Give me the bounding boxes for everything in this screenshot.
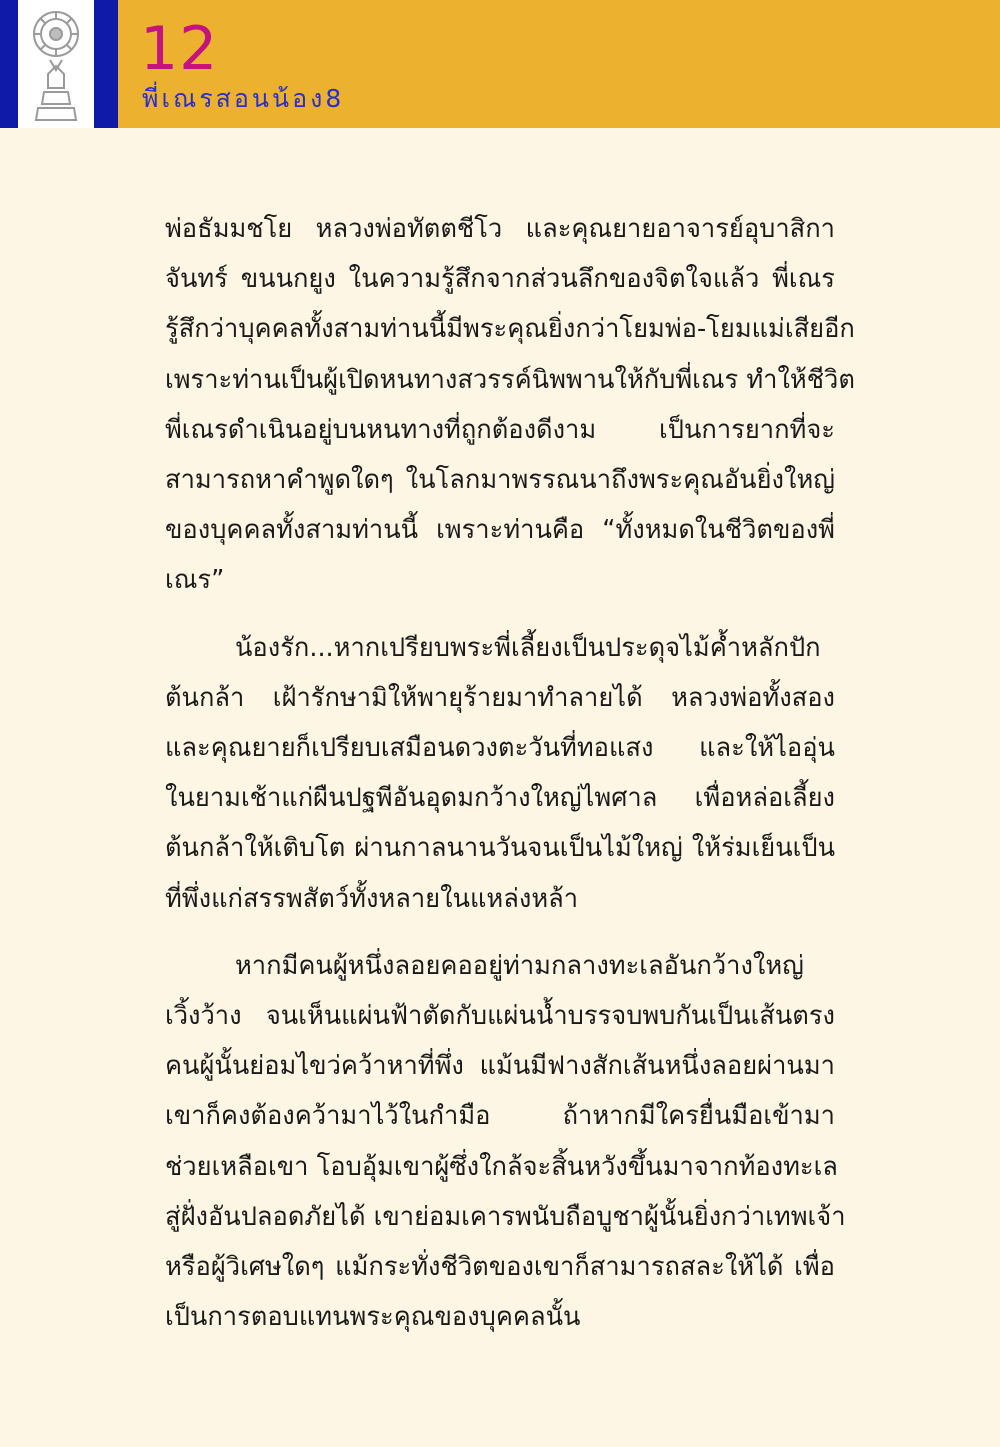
text-line: หรือผู้วิเศษใดๆ แม้กระทั่งชีวิตของเขาก็สามารถสละให้ได้ เพื่อ (165, 1252, 835, 1283)
text-line: เป็นการตอบแทนพระคุณของบุคคลนั้น (165, 1302, 581, 1333)
paragraph-2 (165, 623, 835, 924)
paragraph-3 (165, 941, 846, 1343)
text-line: ที่พึ่งแก่สรรพสัตว์ทั้งหลายในแหล่งหล้า (165, 883, 579, 914)
page-number: 12 (140, 14, 219, 84)
header-right-stripe (94, 0, 118, 128)
header-left-stripe (0, 0, 18, 128)
paragraph-1 (165, 204, 855, 606)
main-text (165, 204, 855, 1342)
text-line: น้องรัก...หากเปรียบพระพี่เลี้ยงเป็นประดุจไม้ค้ำหลักปัก (235, 632, 821, 663)
temple-emblem-icon (22, 4, 90, 126)
text-line: จันทร์ ขนนกยูง ในความรู้สึกจากส่วนลึกของจิตใจแล้ว พี่เณร (165, 264, 835, 295)
text-line: พี่เณรดำเนินอยู่บนหนทางที่ถูกต้องดีงาม เป็นการยากที่จะ (165, 414, 835, 445)
text-line: สามารถหาคำพูดใดๆ ในโลกมาพรรณนาถึงพระคุณอันยิ่งใหญ่ (165, 465, 835, 496)
text-line: รู้สึกว่าบุคคลทั้งสามท่านนี้มีพระคุณยิ่งกว่าโยมพ่อ-โยมแม่เสียอีก (165, 314, 855, 345)
text-line: เวิ้งว้าง จนเห็นแผ่นฟ้าตัดกับแผ่นน้ำบรรจบพบกันเป็นเส้นตรง (165, 1001, 835, 1032)
text-line: พ่อธัมมชโย หลวงพ่อทัตตชีโว และคุณยายอาจารย์อุบาสิกา (165, 214, 835, 244)
text-line: เขาก็คงต้องคว้ามาไว้ในกำมือ ถ้าหากมีใครยื่นมือเข้ามา (165, 1101, 835, 1132)
text-line: และคุณยายก็เปรียบเสมือนดวงตะวันที่ทอแสง และให้ไออุ่น (165, 733, 835, 764)
text-line: ต้นกล้าให้เติบโต ผ่านกาลนานวันจนเป็นไม้ใหญ่ ให้ร่มเย็นเป็น (165, 833, 835, 864)
book-title: พี่เณรสอนน้อง8 (142, 84, 345, 113)
text-line: ช่วยเหลือเขา โอบอุ้มเขาผู้ซึ่งใกล้จะสิ้นหวังขึ้นมาจากท้องทะเล (165, 1151, 838, 1182)
text-line: ต้นกล้า เฝ้ารักษามิให้พายุร้ายมาทำลายได้ หลวงพ่อทั้งสอง (165, 682, 835, 713)
text-line: ในยามเช้าแก่ผืนปฐพีอันอุดมกว้างใหญ่ไพศาล เพื่อหล่อเลี้ยง (165, 783, 835, 814)
text-line: ของบุคคลทั้งสามท่านนี้ เพราะท่านคือ “ทั้งหมดในชีวิตของพี่ (165, 515, 835, 546)
text-line: คนผู้นั้นย่อมไขว่คว้าหาที่พึ่ง แม้นมีฟางสักเส้นหนึ่งลอยผ่านมา (165, 1051, 835, 1082)
page-header (0, 0, 1000, 128)
text-line: สู่ฝั่งอันปลอดภัยได้ เขาย่อมเคารพนับถือบูชาผู้นั้นยิ่งกว่าเทพเจ้า (165, 1201, 846, 1232)
text-line: เณร” (165, 565, 225, 596)
text-line: เพราะท่านเป็นผู้เปิดหนทางสวรรค์นิพพานให้กับพี่เณร ทำให้ชีวิต (165, 364, 855, 395)
text-line: หากมีคนผู้หนึ่งลอยคออยู่ท่ามกลางทะเลอันกว้างใหญ่ (235, 950, 804, 981)
